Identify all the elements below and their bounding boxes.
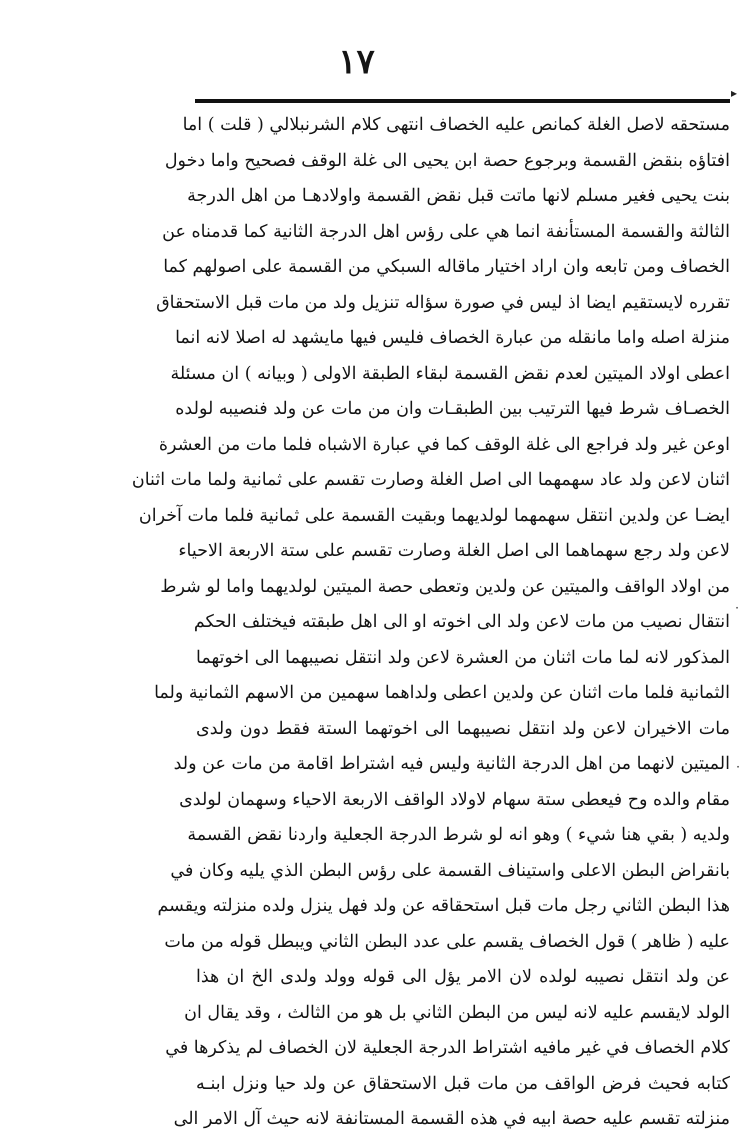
margin-mark: ▸ bbox=[730, 86, 737, 100]
text-line: الخصـاف شرط فيها الترتيب بين الطبقـات وان من مات عن ولد فنصيبه لولده bbox=[175, 399, 730, 419]
text-line: الخصاف ومن تابعه وان اراد اختيار ماقاله السبكي من القسمة على اصولهم كما bbox=[163, 257, 730, 277]
body-text bbox=[131, 108, 730, 1138]
text-line: ولديه ( بقي هنا شيء ) وهو انه لو شرط الدرجة الجعلية واردنا نقض القسمة bbox=[187, 825, 730, 845]
text-line: هذا البطن الثاني رجل مات قبل استحقاقه عن ولد فهل ينزل ولده منزلته ويقسم bbox=[157, 896, 730, 916]
text-line: الثالثة والقسمة المستأنفة انما هي على رؤس اهل الدرجة الثانية كما قدمناه عن bbox=[162, 221, 730, 242]
text-line: ايضـا عن ولدين انتقل سهمهما لولديهما وبقيت القسمة على ثمانية فلما مات آخران bbox=[138, 505, 730, 526]
text-line: كلام الخصاف في غير مافيه اشتراط الدرجة الجعلية لان الخصاف لم يذكرها في bbox=[165, 1038, 730, 1058]
text-line: عن ولد انتقل نصيبه لولده لان الامر يؤل الى قوله وولد ولدى الخ ان هذا bbox=[196, 967, 730, 987]
text-line: منزلته تقسم عليه حصة ابيه في هذه القسمة المستانفة لانه حيث آل الامر الى bbox=[173, 1109, 730, 1129]
text-line: افتاؤه بنقض القسمة وبرجوع حصة ابن يحيى الى غلة الوقف فصحيح واما دخول bbox=[164, 150, 730, 171]
text-line: مستحقه لاصل الغلة كمانص عليه الخصاف انتهى كلام الشرنبلالي ( قلت ) اما bbox=[182, 115, 730, 135]
text-line: منزلة اصله واما مانقله من عبارة الخصاف فليس فيها مايشهد له اصلا لانه انما bbox=[175, 328, 730, 348]
margin-mark: · bbox=[736, 760, 740, 774]
text-line: مقام والده وح فيعطى ستة سهام لاولاد الواقف الاربعة الاحياء وسهمان لولدى bbox=[179, 789, 730, 810]
text-line: عليه ( ظاهر ) قول الخصاف يقسم على عدد البطن الثاني ويبطل قوله من مات bbox=[164, 931, 730, 952]
text-line: كتابه فحيث فرض الواقف من مات قبل الاستحقاق عن ولد حيا ونزل ابنـه bbox=[196, 1073, 730, 1094]
text-line: انتقال نصيب من مات لاعن ولد الى اخوته او الى اهل طبقته فيختلف الحكم bbox=[193, 612, 730, 632]
text-line: الولد لايقسم عليه لانه ليس من البطن الثاني بل هو من الثالث ، وقد يقال ان bbox=[184, 1002, 730, 1023]
margin-mark: · bbox=[735, 601, 739, 615]
text-line: من اولاد الواقف والميتين عن ولدين وتعطى حصة الميتين لولديهما واما لو شرط bbox=[160, 576, 730, 597]
text-line: مات الاخيران لاعن ولد انتقل نصيبهما الى اخوتهما الستة فقط دون ولدى bbox=[196, 718, 730, 739]
text-line: تقرره لايستقيم ايضا اذ ليس في صورة سؤاله تنزيل ولد من مات قبل الاستحقاق bbox=[156, 292, 730, 313]
text-line: اوعن غير ولد فراجع الى غلة الوقف كما في عبارة الاشباه فلما مات من العشرة bbox=[158, 434, 730, 455]
page-number: ١٧ bbox=[338, 42, 375, 82]
header-rule bbox=[195, 99, 730, 103]
text-line: الميتين لانهما من اهل الدرجة الثانية وليس فيه اشتراط اقامة من مات عن ولد bbox=[173, 754, 730, 774]
text-line: بنت يحيى فغير مسلم لانها ماتت قبل نقض القسمة واولادهـا من اهل الدرجة bbox=[187, 186, 730, 206]
text-line: اعطى اولاد الميتين لعدم نقض القسمة لبقاء الطبقة الاولى ( وبيانه ) ان مسئلة bbox=[170, 363, 730, 384]
text-line: بانقراض البطن الاعلى واستيناف القسمة على رؤس البطن الذي يليه وكان في bbox=[170, 860, 730, 881]
text-line: اثنان لاعن ولد عاد سهمهما الى اصل الغلة وصارت تقسم على ثمانية ولما مات اثنان bbox=[131, 470, 730, 490]
text-line: المذكور لانه لما مات اثنان من العشرة لاعن ولد انتقل نصيبهما الى اخوتهما bbox=[196, 647, 730, 668]
text-line: لاعن ولد رجع سهماهما الى اصل الغلة وصارت تقسم على ستة الاربعة الاحياء bbox=[178, 541, 730, 561]
text-line: الثمانية فلما مات اثنان عن ولدين اعطى ولداهما سهمين من الاسهم الثمانية ولما bbox=[154, 683, 730, 703]
